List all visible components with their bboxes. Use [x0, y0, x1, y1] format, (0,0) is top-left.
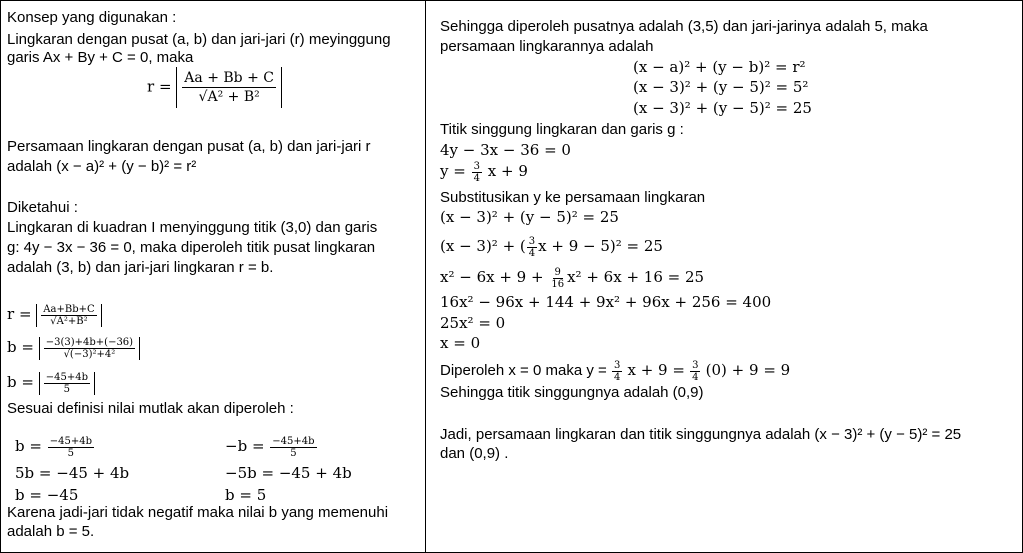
equation-intro: persamaan lingkarannya adalah — [440, 38, 654, 55]
line-eq-y — [440, 158, 528, 184]
eq-b2-numerator: −45+4b — [45, 371, 88, 383]
line-eq-y-lhs: y = — [440, 162, 466, 180]
absolute-def-line: Sesuai definisi nilai mutlak akan diperoleh : — [7, 400, 294, 417]
eq-b2-denominator: 5 — [63, 383, 71, 395]
y-value-b: x + 9 = — [627, 361, 685, 379]
eq-r — [7, 301, 102, 327]
substitute-heading: Substitusikan y ke persamaan lingkaran — [440, 189, 706, 206]
y-value-a: Diperoleh x = 0 maka y = — [440, 362, 607, 379]
line-eq-y-rest: x + 9 — [487, 162, 528, 180]
case1-numerator: −45+4b — [49, 435, 92, 447]
formula-lhs: r = — [147, 77, 172, 96]
case2-numerator: −45+4b — [272, 435, 315, 447]
known-line-2: g: 4y − 3x − 36 = 0, maka diperoleh titik pusat lingkaran — [7, 239, 376, 256]
eq-b2-lhs: b = — [7, 373, 34, 391]
sub-eq-3-den: 16 — [551, 278, 565, 290]
concept-heading: Konsep yang digunakan : — [7, 9, 177, 26]
y-value-num1: 3 — [613, 359, 621, 371]
eq-b-simplified — [7, 369, 95, 395]
case1-eq1 — [15, 433, 95, 459]
sub-eq-2 — [440, 233, 663, 259]
case2-denominator: 5 — [290, 447, 297, 459]
concept-line-1: Lingkaran dengan pusat (a, b) dan jari-jari (r) meyinggung — [7, 31, 391, 48]
final-answer-line-1: Jadi, persamaan lingkaran dan titik singgungnya adalah (x − 3)² + (y − 5)² = 25 — [440, 426, 962, 443]
right-column — [425, 0, 1023, 553]
eq-r-lhs: r = — [7, 305, 32, 323]
eq-r-numerator: Aa+Bb+C — [43, 303, 95, 315]
y-value-den2: 4 — [692, 371, 699, 383]
sub-eq-6: x = 0 — [440, 334, 481, 352]
formula-denominator: √A² + B² — [198, 89, 260, 105]
eq-b-substitute — [7, 334, 140, 360]
known-heading: Diketahui : — [7, 199, 78, 216]
final-answer-line-2: dan (0,9) . — [440, 445, 509, 462]
conclusion-line-2: adalah b = 5. — [7, 523, 95, 540]
case2-eq3: b = 5 — [225, 486, 267, 504]
sub-eq-3-a: x² − 6x + 9 + — [440, 268, 544, 286]
line-eq-y-num: 3 — [473, 160, 480, 172]
y-value-line — [440, 357, 790, 384]
sub-eq-2-num: 3 — [528, 235, 536, 247]
case1-eq3: b = −45 — [15, 486, 79, 504]
sub-eq-2-den: 4 — [528, 247, 536, 259]
sub-eq-2-b: x + 9 − 5)² = 25 — [538, 237, 663, 255]
circle-eq-general: (x − a)² + (y − b)² = r² — [633, 58, 806, 76]
tangent-heading: Titik singgung lingkaran dan garis g : — [440, 121, 684, 138]
sub-eq-3-b: x² + 6x + 16 = 25 — [567, 268, 705, 286]
sub-eq-3-num: 9 — [554, 266, 561, 278]
case2-lhs: −b = — [225, 437, 265, 455]
y-value-c: (0) + 9 = 9 — [705, 361, 791, 379]
line-eq: 4y − 3x − 36 = 0 — [440, 141, 571, 159]
left-column — [0, 0, 426, 553]
eq-r-denominator: √A²+B² — [50, 315, 88, 327]
tangent-point-line: Sehingga titik singgungnya adalah (0,9) — [440, 384, 704, 401]
y-value-den1: 4 — [613, 371, 621, 383]
center-radius-line: Sehingga diperoleh pusatnya adalah (3,5) dan jari-jarinya adalah 5, maka — [440, 18, 928, 35]
conclusion-line-1: Karena jadi-jari tidak negatif maka nilai b yang memenuhi — [7, 504, 389, 521]
sub-eq-4: 16x² − 96x + 144 + 9x² + 96x + 256 = 400 — [440, 293, 772, 311]
distance-formula — [147, 67, 282, 108]
eq-b-numerator: −3(3)+4b+(−36) — [45, 336, 134, 348]
case2-eq1 — [225, 433, 318, 459]
sub-eq-2-a: (x − 3)² + ( — [440, 237, 526, 255]
concept-line-2: garis Ax + By + C = 0, maka — [7, 49, 194, 66]
circle-eq-final: (x − 3)² + (y − 5)² = 25 — [633, 99, 812, 117]
sub-eq-5: 25x² = 0 — [440, 314, 506, 332]
circle-eq-line-2: adalah (x − a)² + (y − b)² = r² — [7, 158, 197, 175]
sub-eq-3 — [440, 264, 704, 290]
y-value-num2: 3 — [692, 359, 699, 371]
known-line-1: Lingkaran di kuadran I menyinggung titik (3,0) dan garis — [7, 219, 378, 236]
known-line-3: adalah (3, b) dan jari-jari lingkaran r = b. — [7, 259, 274, 276]
case1-denominator: 5 — [67, 447, 75, 459]
case2-eq2: −5b = −45 + 4b — [225, 464, 352, 482]
line-eq-y-den: 4 — [473, 172, 480, 184]
circle-eq-sub: (x − 3)² + (y − 5)² = 5² — [633, 78, 809, 96]
eq-b-denominator: √(−3)²+4² — [63, 348, 116, 360]
case1-lhs: b = — [15, 437, 42, 455]
case1-eq2: 5b = −45 + 4b — [15, 464, 130, 482]
eq-b-lhs: b = — [7, 338, 34, 356]
formula-numerator: Aa + Bb + C — [184, 70, 274, 86]
sub-eq-1: (x − 3)² + (y − 5)² = 25 — [440, 208, 619, 226]
circle-eq-line-1: Persamaan lingkaran dengan pusat (a, b) dan jari-jari r — [7, 138, 371, 155]
